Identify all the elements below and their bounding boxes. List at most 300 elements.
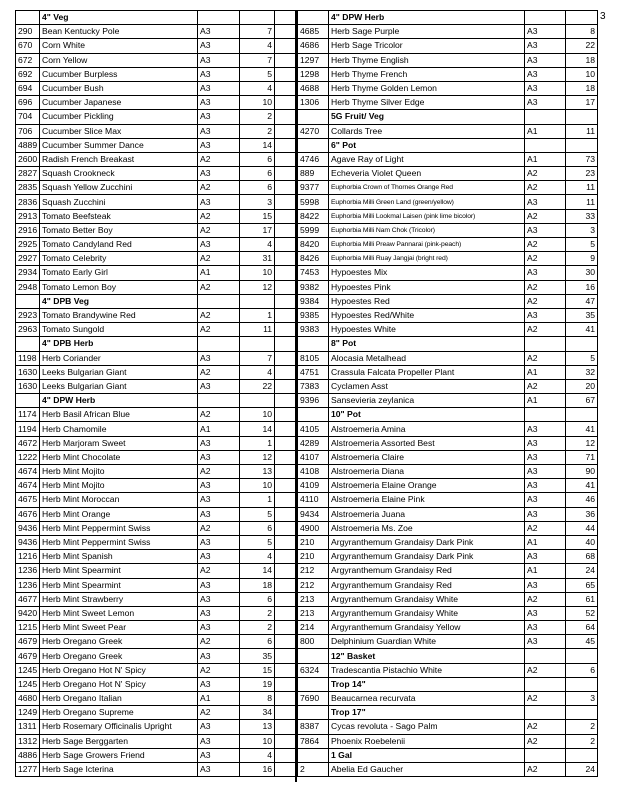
- spacer-cell: [275, 578, 296, 592]
- item-grade: A3: [198, 195, 240, 209]
- item-name: Abelia Ed Gaucher: [329, 762, 525, 776]
- item-quantity: 2: [240, 124, 275, 138]
- spacer-cell: [275, 606, 296, 620]
- item-grade: A3: [198, 238, 240, 252]
- item-code: 1277: [16, 762, 40, 776]
- item-name: Radish French Breakast: [40, 152, 198, 166]
- item-code-cell: [16, 294, 40, 308]
- item-name: Euphorbia Milli Preaw Pannarai (pink-peach): [329, 238, 525, 252]
- section-header-row: [298, 138, 598, 152]
- item-name: Alstroemeria Juana: [329, 507, 525, 521]
- item-name: Herb Thyme Golden Lemon: [329, 81, 525, 95]
- item-code: 1215: [16, 621, 40, 635]
- item-grade: A3: [525, 493, 566, 507]
- item-grade: A3: [525, 39, 566, 53]
- item-code: 694: [16, 81, 40, 95]
- item-code: 9420: [16, 606, 40, 620]
- item-name: Cucumber Summer Dance: [40, 138, 198, 152]
- item-grade: A3: [525, 195, 566, 209]
- item-name: Herb Thyme Silver Edge: [329, 96, 525, 110]
- item-code: 1245: [16, 663, 40, 677]
- table-row: [298, 351, 598, 365]
- item-grade: A3: [525, 266, 566, 280]
- item-code: 4889: [16, 138, 40, 152]
- item-code: 7864: [298, 734, 329, 748]
- item-code: 2963: [16, 323, 40, 337]
- item-grade: A3: [198, 450, 240, 464]
- table-row: [298, 436, 598, 450]
- spacer-cell: [275, 692, 296, 706]
- item-name: Phoenix Roebelenii: [329, 734, 525, 748]
- item-quantity: 44: [566, 521, 598, 535]
- spacer-cell: [275, 181, 296, 195]
- grade-cell: [525, 748, 566, 762]
- item-quantity: 13: [240, 465, 275, 479]
- item-quantity: 41: [566, 323, 598, 337]
- table-row: [16, 223, 296, 237]
- quantity-cell: [240, 294, 275, 308]
- table-row: [298, 734, 598, 748]
- item-grade: A2: [198, 635, 240, 649]
- table-row: [16, 124, 296, 138]
- item-quantity: 4: [240, 39, 275, 53]
- table-row: [16, 25, 296, 39]
- item-quantity: 36: [566, 507, 598, 521]
- item-code: 212: [298, 578, 329, 592]
- table-row: [298, 39, 598, 53]
- item-quantity: 41: [566, 479, 598, 493]
- item-name: Euphorbia Crown of Thornes Orange Red: [329, 181, 525, 195]
- table-row: [298, 266, 598, 280]
- item-grade: A2: [525, 734, 566, 748]
- item-name: Herb Sage Icterina: [40, 762, 198, 776]
- item-quantity: 8: [240, 692, 275, 706]
- table-row: [16, 238, 296, 252]
- item-name: Tomato Early Girl: [40, 266, 198, 280]
- item-grade: A3: [198, 138, 240, 152]
- table-row: [298, 422, 598, 436]
- item-code: 2923: [16, 308, 40, 322]
- item-code: 5999: [298, 223, 329, 237]
- item-quantity: 4: [240, 365, 275, 379]
- item-grade: A2: [198, 209, 240, 223]
- item-quantity: 35: [566, 308, 598, 322]
- item-grade: A3: [525, 621, 566, 635]
- item-grade: A2: [525, 280, 566, 294]
- quantity-cell: [240, 11, 275, 25]
- item-quantity: 31: [240, 252, 275, 266]
- item-code: 9382: [298, 280, 329, 294]
- item-quantity: 71: [566, 450, 598, 464]
- section-header-row: [298, 337, 598, 351]
- item-code-cell: [16, 11, 40, 25]
- item-code: 213: [298, 606, 329, 620]
- item-name: Squash Crookneck: [40, 167, 198, 181]
- item-grade: A3: [198, 53, 240, 67]
- table-row: [16, 408, 296, 422]
- table-row: [298, 209, 598, 223]
- item-code: 1194: [16, 422, 40, 436]
- item-quantity: 1: [240, 493, 275, 507]
- spacer-cell: [275, 238, 296, 252]
- item-name: Leeks Bulgarian Giant: [40, 379, 198, 393]
- item-name: Tomato Sungold: [40, 323, 198, 337]
- item-name: Tomato Beefsteak: [40, 209, 198, 223]
- item-name: Delphinium Guardian White: [329, 635, 525, 649]
- item-grade: A3: [525, 436, 566, 450]
- grade-cell: [525, 677, 566, 691]
- grade-cell: [525, 138, 566, 152]
- spacer-cell: [275, 252, 296, 266]
- table-row: [298, 479, 598, 493]
- table-row: [298, 67, 598, 81]
- item-grade: A2: [525, 181, 566, 195]
- item-quantity: 12: [240, 280, 275, 294]
- table-row: [298, 762, 598, 776]
- item-grade: A2: [525, 720, 566, 734]
- section-header-row: [298, 748, 598, 762]
- item-code-cell: [298, 706, 329, 720]
- table-row: [298, 81, 598, 95]
- table-row: [298, 521, 598, 535]
- item-name: Herb Mint Spearmint: [40, 578, 198, 592]
- table-row: [298, 181, 598, 195]
- table-row: [16, 564, 296, 578]
- item-name: Herb Sage Purple: [329, 25, 525, 39]
- item-name: Argyranthemum Grandaisy Yellow: [329, 621, 525, 635]
- spacer-cell: [275, 67, 296, 81]
- item-quantity: 14: [240, 138, 275, 152]
- item-name: Herb Thyme English: [329, 53, 525, 67]
- item-name: Tradescantia Pistachio White: [329, 663, 525, 677]
- item-code: 9377: [298, 181, 329, 195]
- item-name: Herb Sage Berggarten: [40, 734, 198, 748]
- item-code: 672: [16, 53, 40, 67]
- item-code: 212: [298, 564, 329, 578]
- table-row: [16, 706, 296, 720]
- item-code: 7383: [298, 379, 329, 393]
- item-grade: A2: [198, 181, 240, 195]
- item-grade: A2: [198, 663, 240, 677]
- item-name: Alstroemeria Elaine Orange: [329, 479, 525, 493]
- table-row: [16, 436, 296, 450]
- item-quantity: 10: [240, 96, 275, 110]
- spacer-cell: [275, 748, 296, 762]
- spacer-cell: [275, 11, 296, 25]
- item-quantity: 47: [566, 294, 598, 308]
- item-grade: A3: [525, 422, 566, 436]
- item-quantity: 6: [240, 167, 275, 181]
- table-row: [16, 138, 296, 152]
- item-name: Bean Kentucky Pole: [40, 25, 198, 39]
- grade-cell: [525, 110, 566, 124]
- quantity-cell: [566, 138, 598, 152]
- spacer-cell: [275, 379, 296, 393]
- spacer-cell: [275, 351, 296, 365]
- table-row: [298, 25, 598, 39]
- item-name: Herb Mint Strawberry: [40, 592, 198, 606]
- table-row: [298, 96, 598, 110]
- item-name: Herb Marjoram Sweet: [40, 436, 198, 450]
- item-quantity: 5: [566, 238, 598, 252]
- item-grade: A2: [198, 308, 240, 322]
- item-code-cell: [298, 677, 329, 691]
- table-row: [16, 550, 296, 564]
- table-row: [16, 479, 296, 493]
- item-name: Alstroemeria Assorted Best: [329, 436, 525, 450]
- item-quantity: 23: [566, 167, 598, 181]
- table-row: [16, 521, 296, 535]
- item-quantity: 10: [240, 479, 275, 493]
- item-code: 706: [16, 124, 40, 138]
- item-grade: A3: [198, 762, 240, 776]
- item-quantity: 14: [240, 422, 275, 436]
- table-row: [16, 39, 296, 53]
- table-row: [16, 152, 296, 166]
- item-quantity: 3: [566, 223, 598, 237]
- item-code: 210: [298, 535, 329, 549]
- section-title: Trop 17": [329, 706, 525, 720]
- item-grade: A3: [198, 81, 240, 95]
- item-quantity: 18: [566, 53, 598, 67]
- quantity-cell: [566, 408, 598, 422]
- item-name: Alstroemeria Amina: [329, 422, 525, 436]
- table-row: [298, 493, 598, 507]
- item-name: Herb Oregano Hot N' Spicy: [40, 663, 198, 677]
- item-grade: A3: [525, 465, 566, 479]
- item-code: 4270: [298, 124, 329, 138]
- item-grade: A3: [198, 621, 240, 635]
- item-quantity: 15: [240, 209, 275, 223]
- item-grade: A2: [525, 692, 566, 706]
- spacer-cell: [275, 734, 296, 748]
- spacer-cell: [275, 592, 296, 606]
- item-quantity: 10: [240, 408, 275, 422]
- item-name: Euphorbia Milli Green Land (green/yellow): [329, 195, 525, 209]
- item-grade: A2: [198, 465, 240, 479]
- item-code: 8422: [298, 209, 329, 223]
- table-row: [16, 762, 296, 776]
- item-name: Hypoestes Mix: [329, 266, 525, 280]
- item-grade: A3: [525, 635, 566, 649]
- grade-cell: [525, 337, 566, 351]
- section-title: 12" Basket: [329, 649, 525, 663]
- grade-cell: [525, 408, 566, 422]
- item-grade: A3: [198, 436, 240, 450]
- item-name: Herb Oregano Italian: [40, 692, 198, 706]
- table-row: [16, 663, 296, 677]
- section-header-row: [16, 394, 296, 408]
- spacer-cell: [275, 408, 296, 422]
- item-quantity: 22: [240, 379, 275, 393]
- item-quantity: 16: [566, 280, 598, 294]
- item-quantity: 2: [240, 110, 275, 124]
- item-code: 2934: [16, 266, 40, 280]
- item-quantity: 9: [566, 252, 598, 266]
- item-name: Hypoestes Red: [329, 294, 525, 308]
- item-quantity: 8: [566, 25, 598, 39]
- section-title: 5G Fruit/ Veg: [329, 110, 525, 124]
- item-quantity: 5: [240, 535, 275, 549]
- table-row: [298, 252, 598, 266]
- quantity-cell: [566, 677, 598, 691]
- table-row: [298, 720, 598, 734]
- item-quantity: 11: [240, 323, 275, 337]
- inventory-table-right: [297, 10, 598, 777]
- table-row: [298, 124, 598, 138]
- item-grade: A3: [198, 720, 240, 734]
- item-quantity: 45: [566, 635, 598, 649]
- item-name: Herb Chamomile: [40, 422, 198, 436]
- spacer-cell: [275, 280, 296, 294]
- item-code: 290: [16, 25, 40, 39]
- item-code-cell: [298, 748, 329, 762]
- item-code: 2835: [16, 181, 40, 195]
- item-code: 2948: [16, 280, 40, 294]
- item-code: 2925: [16, 238, 40, 252]
- item-code: 696: [16, 96, 40, 110]
- item-name: Tomato Lemon Boy: [40, 280, 198, 294]
- item-code: 8387: [298, 720, 329, 734]
- table-row: [298, 621, 598, 635]
- item-name: Tomato Brandywine Red: [40, 308, 198, 322]
- item-grade: A3: [525, 53, 566, 67]
- item-quantity: 6: [240, 521, 275, 535]
- grade-cell: [525, 11, 566, 25]
- item-name: Argyranthemum Grandaisy Red: [329, 564, 525, 578]
- table-row: [298, 323, 598, 337]
- item-grade: A3: [198, 39, 240, 53]
- item-code: 4685: [298, 25, 329, 39]
- item-grade: A2: [525, 294, 566, 308]
- item-code: 4676: [16, 507, 40, 521]
- item-quantity: 64: [566, 621, 598, 635]
- item-name: Herb Thyme French: [329, 67, 525, 81]
- item-name: Cycas revoluta - Sago Palm: [329, 720, 525, 734]
- item-name: Corn White: [40, 39, 198, 53]
- item-code: 2916: [16, 223, 40, 237]
- section-title: 1 Gal: [329, 748, 525, 762]
- item-grade: A3: [525, 96, 566, 110]
- item-code: 1222: [16, 450, 40, 464]
- item-code: 2927: [16, 252, 40, 266]
- item-name: Squash Zucchini: [40, 195, 198, 209]
- item-grade: A3: [525, 308, 566, 322]
- item-grade: A3: [198, 67, 240, 81]
- item-grade: A2: [525, 323, 566, 337]
- item-name: Herb Basil African Blue: [40, 408, 198, 422]
- item-quantity: 61: [566, 592, 598, 606]
- item-quantity: 15: [240, 663, 275, 677]
- item-grade: A2: [525, 379, 566, 393]
- section-title: 4" Veg: [40, 11, 198, 25]
- spacer-cell: [275, 124, 296, 138]
- table-row: [298, 394, 598, 408]
- item-grade: A2: [525, 592, 566, 606]
- spacer-cell: [275, 521, 296, 535]
- spacer-cell: [275, 550, 296, 564]
- item-name: Argyranthemum Grandaisy White: [329, 606, 525, 620]
- table-row: [16, 195, 296, 209]
- item-quantity: 22: [566, 39, 598, 53]
- table-row: [298, 450, 598, 464]
- item-code: 4109: [298, 479, 329, 493]
- item-name: Herb Mint Spanish: [40, 550, 198, 564]
- item-code: 2913: [16, 209, 40, 223]
- table-row: [298, 606, 598, 620]
- item-name: Hypoestes White: [329, 323, 525, 337]
- item-name: Tomato Better Boy: [40, 223, 198, 237]
- spacer-cell: [275, 138, 296, 152]
- table-row: [16, 181, 296, 195]
- item-code: 9384: [298, 294, 329, 308]
- item-name: Argyranthemum Grandaisy Red: [329, 578, 525, 592]
- item-quantity: 5: [240, 67, 275, 81]
- item-grade: A2: [525, 762, 566, 776]
- item-grade: A2: [198, 564, 240, 578]
- item-code: 9383: [298, 323, 329, 337]
- spacer-cell: [275, 53, 296, 67]
- table-row: [298, 635, 598, 649]
- item-grade: A1: [198, 422, 240, 436]
- item-grade: A3: [525, 550, 566, 564]
- item-code-cell: [298, 138, 329, 152]
- item-quantity: 2: [566, 720, 598, 734]
- item-quantity: 6: [240, 152, 275, 166]
- item-grade: A3: [525, 25, 566, 39]
- table-row: [16, 96, 296, 110]
- item-name: Herb Mint Spearmint: [40, 564, 198, 578]
- item-code: 4110: [298, 493, 329, 507]
- grade-cell: [525, 706, 566, 720]
- table-row: [298, 223, 598, 237]
- table-row: [298, 592, 598, 606]
- item-quantity: 18: [566, 81, 598, 95]
- item-name: Agave Ray of Light: [329, 152, 525, 166]
- item-code: 214: [298, 621, 329, 635]
- item-grade: A3: [198, 677, 240, 691]
- item-quantity: 2: [240, 606, 275, 620]
- item-quantity: 6: [240, 181, 275, 195]
- spacer-cell: [275, 762, 296, 776]
- table-row: [16, 578, 296, 592]
- item-grade: A3: [525, 223, 566, 237]
- item-quantity: 6: [240, 635, 275, 649]
- item-grade: A1: [525, 394, 566, 408]
- item-name: Cucumber Slice Max: [40, 124, 198, 138]
- item-code-cell: [16, 394, 40, 408]
- item-quantity: 68: [566, 550, 598, 564]
- item-code: 8420: [298, 238, 329, 252]
- item-quantity: 7: [240, 25, 275, 39]
- quantity-cell: [566, 110, 598, 124]
- item-quantity: 17: [240, 223, 275, 237]
- item-quantity: 5: [566, 351, 598, 365]
- spacer-cell: [275, 635, 296, 649]
- item-quantity: 17: [566, 96, 598, 110]
- item-code: 9434: [298, 507, 329, 521]
- item-quantity: 7: [240, 351, 275, 365]
- item-name: Sansevieria zeylanica: [329, 394, 525, 408]
- item-code: 8426: [298, 252, 329, 266]
- item-grade: A3: [198, 734, 240, 748]
- item-code: 1306: [298, 96, 329, 110]
- grade-cell: [198, 394, 240, 408]
- spacer-cell: [275, 195, 296, 209]
- item-code: 4751: [298, 365, 329, 379]
- item-code: 4108: [298, 465, 329, 479]
- item-code: 6324: [298, 663, 329, 677]
